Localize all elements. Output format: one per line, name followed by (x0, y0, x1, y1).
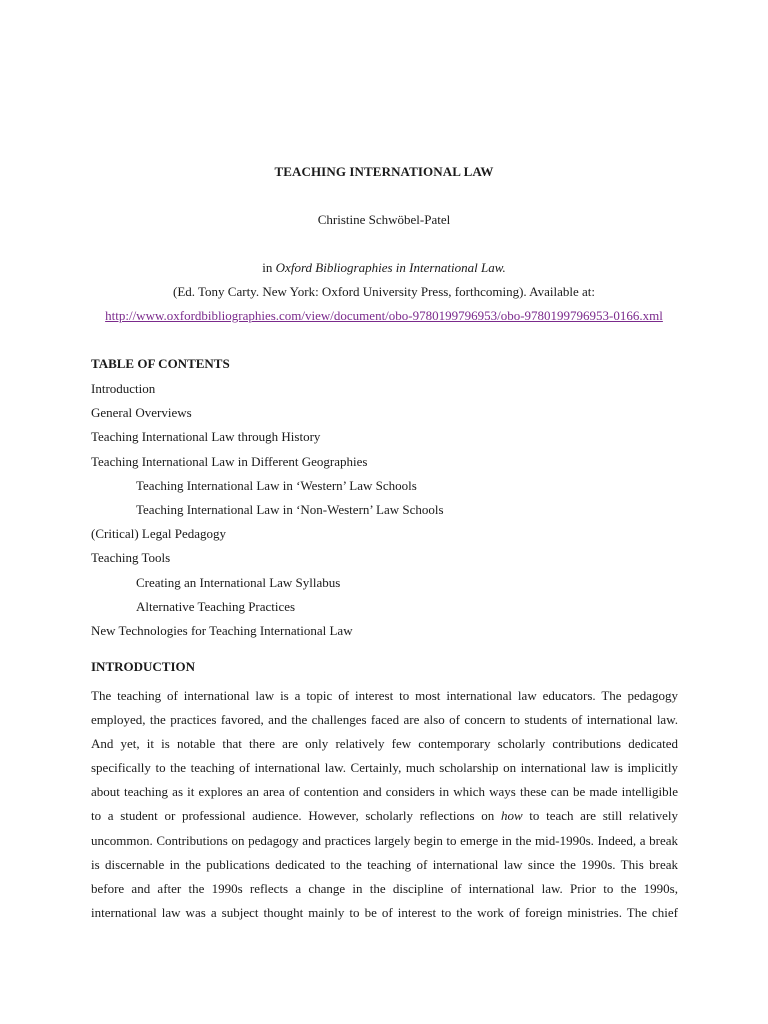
toc-item: Alternative Teaching Practices (136, 598, 296, 614)
toc-item: Teaching International Law in Different Geographies (91, 453, 368, 469)
paragraph-line: The teaching of international law is a topic of interest to most international law educators. The pedagogy (91, 688, 678, 703)
toc-item: Teaching Tools (91, 550, 171, 566)
paragraph-line: to a student or professional audience. However, scholarly reflections on how to teach are still relatively (91, 808, 678, 824)
toc-heading: TABLE OF CONTENTS (91, 356, 230, 371)
paragraph-line: about teaching as it explores an area of contention and considers in which ways these can be made intelligible (91, 784, 678, 800)
document-title: TEACHING INTERNATIONAL LAW (274, 164, 494, 179)
paragraph-line: specifically to the teaching of international law. Certainly, much scholarship on international law is implicitly (91, 760, 678, 776)
toc-item: New Technologies for Teaching International Law (91, 622, 353, 638)
toc-item: Teaching International Law in ‘Non-Western’ Law Schools (136, 501, 444, 517)
toc-item: Introduction (91, 381, 156, 396)
paragraph-line: And yet, it is notable that there are only relatively few contemporary scholarly contributions dedicated (91, 736, 678, 752)
toc-item: Teaching International Law through History (91, 429, 321, 445)
citation-source: Oxford Bibliographies in International Law. (275, 260, 506, 275)
citation-details: (Ed. Tony Carty. New York: Oxford University Press, forthcoming). Available at: (172, 284, 595, 299)
paragraph-line: is discernable in the publications dedicated to the teaching of international law since the 1990s. This break (91, 856, 678, 872)
toc-item: Teaching International Law in ‘Western’ Law Schools (136, 477, 417, 493)
source-url-link[interactable]: http://www.oxfordbibliographies.com/view/document/obo-9780199796953/obo-9780199796953-0166.xml (105, 308, 663, 323)
toc-item: (Critical) Legal Pedagogy (91, 526, 227, 542)
paragraph-line: international law was a subject thought mainly to be of interest to the work of foreign ministries. The chief (91, 904, 678, 920)
citation-prefix: in (262, 260, 276, 275)
source-url (0, 308, 768, 324)
document-author: Christine Schwöbel-Patel (317, 212, 451, 227)
paragraph-line: employed, the practices favored, and the challenges faced are also of concern to students of international law. (91, 712, 678, 728)
paragraph-line: before and after the 1990s reflects a change in the discipline of international law. Prior to the 1990s, (91, 880, 678, 896)
introduction-paragraph (91, 684, 678, 925)
toc-item: General Overviews (91, 405, 192, 421)
paragraph-line: uncommon. Contributions on pedagogy and practices largely begin to emerge in the mid-1990s. Indeed, a break (91, 832, 678, 848)
citation-line (0, 260, 768, 276)
introduction-heading: INTRODUCTION (91, 659, 196, 674)
table-of-contents (91, 380, 444, 646)
toc-item: Creating an International Law Syllabus (136, 574, 341, 590)
